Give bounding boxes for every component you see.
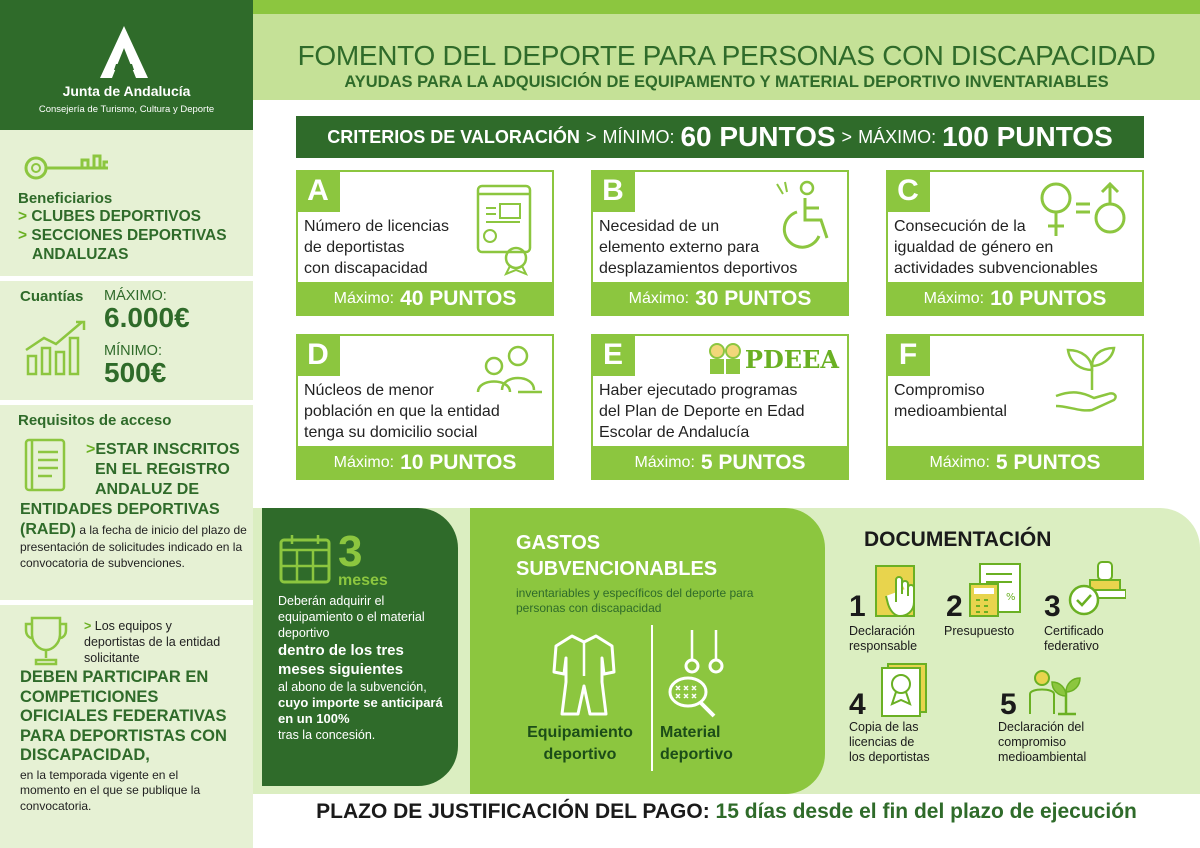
card-description: Consecución de la igualdad de género en actividades subvencionables <box>894 218 1098 277</box>
sidebar-divider <box>0 400 253 405</box>
card-description: Necesidad de un elemento externo para desplazamientos deportivos <box>599 218 798 277</box>
footer-label: PLAZO DE JUSTIFICACIÓN DEL PAGO: <box>316 800 710 823</box>
criterion-card-a <box>296 170 554 316</box>
page-subtitle: AYUDAS PARA LA ADQUISICIÓN DE EQUIPAMENTO Y MATERIAL DEPORTIVO INVENTARIABLES <box>344 73 1109 91</box>
card-letter: B <box>591 170 635 212</box>
min-amount-label: MÍNIMO: <box>104 343 162 359</box>
page-title: FOMENTO DEL DEPORTE PARA PERSONAS CON DISCAPACIDAD <box>297 40 1156 71</box>
sidebar-divider <box>0 600 253 605</box>
card-description: Haber ejecutado programas del Plan de Deporte en Edad Escolar de Andalucía <box>599 382 805 441</box>
card-letter: D <box>296 334 340 376</box>
key-icon <box>22 152 112 186</box>
card-points: Máximo: 10 PUNTOS <box>296 446 554 480</box>
doc-label-1: Declaración responsable <box>849 624 918 653</box>
deadline-text: Deberán adquirir el equipamiento o el material deportivo dentro de los tres meses siguientes al abono de la subvención, cuyo importe se anticipará en un 100% tras la concesión. <box>278 594 443 742</box>
footer-value: 15 días desde el fin del plazo de ejecución <box>715 800 1137 823</box>
sports-suit-icon <box>550 632 618 718</box>
declaration-icon <box>872 562 926 622</box>
racket-rings-icon <box>662 630 736 718</box>
beneficiaries-title: Beneficiarios <box>18 190 113 207</box>
doc-number: 3 <box>1044 590 1061 623</box>
min-amount-value: 500€ <box>104 357 167 388</box>
pdeea-logo: PDEEA <box>707 342 839 376</box>
criteria-bar: CRITERIOS DE VALORACIÓN > MÍNIMO: 60 PUNTOS > MÁXIMO: 100 PUNTOS <box>296 116 1144 158</box>
expenses-title: GASTOS SUBVENCIONABLES <box>516 532 718 580</box>
doc-label-4: Copia de las licencias de los deportistas <box>849 720 930 764</box>
children-icon <box>707 342 743 376</box>
budget-calculator-icon <box>966 562 1026 618</box>
card-points: Máximo: 40 PUNTOS <box>296 282 554 316</box>
max-amount-label: MÁXIMO: <box>104 288 167 304</box>
requirements-title: Requisitos de acceso <box>18 412 172 429</box>
expenses-subtitle: inventariables y específicos del deporte para personas con discapacidad <box>516 586 754 615</box>
card-points: Máximo: 10 PUNTOS <box>886 282 1144 316</box>
max-amount-value: 6.000€ <box>104 302 190 333</box>
deadline-number: 3 <box>338 527 363 576</box>
beneficiary-item: ANDALUZAS <box>32 246 129 263</box>
card-letter: C <box>886 170 930 212</box>
requirement-2-detail: DEBEN PARTICIPAR EN COMPETICIONES OFICIALES FEDERATIVAS PARA DEPORTISTAS CON DISCAPACIDAD, en la temporada vigente en el momento en el que se publique la convocatoria. <box>20 668 227 813</box>
requirement-2-intro: > Los equipos y deportistas de la entidad solicitante <box>84 619 221 665</box>
card-description: Número de licencias de deportistas con discapacidad <box>304 218 449 277</box>
expenses-divider <box>651 625 653 771</box>
documentation-title: DOCUMENTACIÓN <box>864 528 1052 551</box>
logo-block <box>0 0 253 130</box>
criteria-min-value: 60 PUNTOS <box>680 121 836 152</box>
payment-justification-deadline <box>253 800 1200 832</box>
card-description: Núcleos de menor población en que la entidad tenga su domicilio social <box>304 382 500 441</box>
sidebar-divider <box>0 276 253 281</box>
criterion-card-d <box>296 334 554 480</box>
chart-growth-icon <box>22 316 90 376</box>
calendar-icon <box>278 532 332 584</box>
junta-logo-icon <box>96 24 152 80</box>
doc-number: 1 <box>849 590 866 623</box>
expense-equipment-label: Equipamiento deportivo <box>527 724 633 763</box>
environmental-commitment-icon <box>1020 662 1086 718</box>
doc-label-5: Declaración del compromiso medioambiental <box>998 720 1087 764</box>
criteria-max-value: 100 PUNTOS <box>942 121 1113 152</box>
doc-number: 4 <box>849 688 866 721</box>
svg-text:%: % <box>1006 592 1016 603</box>
logo-name: Junta de Andalucía <box>62 83 191 99</box>
expense-material-label: Material deportivo <box>660 724 733 763</box>
criteria-label: CRITERIOS DE VALORACIÓN <box>327 126 580 147</box>
card-letter: E <box>591 334 635 376</box>
card-letter: F <box>886 334 930 376</box>
criteria-min-label: MÍNIMO: <box>602 126 675 147</box>
logo-department: Consejería de Turismo, Cultura y Deporte <box>38 104 215 115</box>
card-points: Máximo: 5 PUNTOS <box>591 446 849 480</box>
licence-copies-icon <box>872 660 932 718</box>
requirement-1-detail: ENTIDADES DEPORTIVAS (RAED) a la fecha de inicio del plazo de presentación de solicitudes indicado en la convocatoria de subvenciones. <box>20 501 247 570</box>
stamp-certificate-icon <box>1064 560 1126 620</box>
card-points: Máximo: 5 PUNTOS <box>886 446 1144 480</box>
deadline-unit: meses <box>338 572 388 589</box>
trophy-icon <box>22 614 70 668</box>
criterion-card-b <box>591 170 849 316</box>
criteria-max-label: MÁXIMO: <box>858 126 937 147</box>
requirement-1-lines: >ESTAR INSCRITOS EN EL REGISTRO ANDALUZ DE <box>86 441 240 498</box>
register-book-icon <box>22 438 68 494</box>
doc-label-2: Presupuesto <box>944 624 1015 638</box>
beneficiary-item: > SECCIONES DEPORTIVAS <box>18 227 227 244</box>
doc-label-3: Certificado federativo <box>1044 624 1104 653</box>
card-description: Compromiso medioambiental <box>894 382 1007 420</box>
beneficiary-item: > CLUBES DEPORTIVOS <box>18 208 202 225</box>
beneficiaries-section <box>18 190 240 264</box>
doc-number: 2 <box>946 590 963 623</box>
criterion-card-f <box>886 334 1144 480</box>
criterion-card-c <box>886 170 1144 316</box>
amounts-title: Cuantías <box>20 288 84 305</box>
card-letter: A <box>296 170 340 212</box>
card-points: Máximo: 30 PUNTOS <box>591 282 849 316</box>
doc-number: 5 <box>1000 688 1017 721</box>
criterion-card-e <box>591 334 849 480</box>
